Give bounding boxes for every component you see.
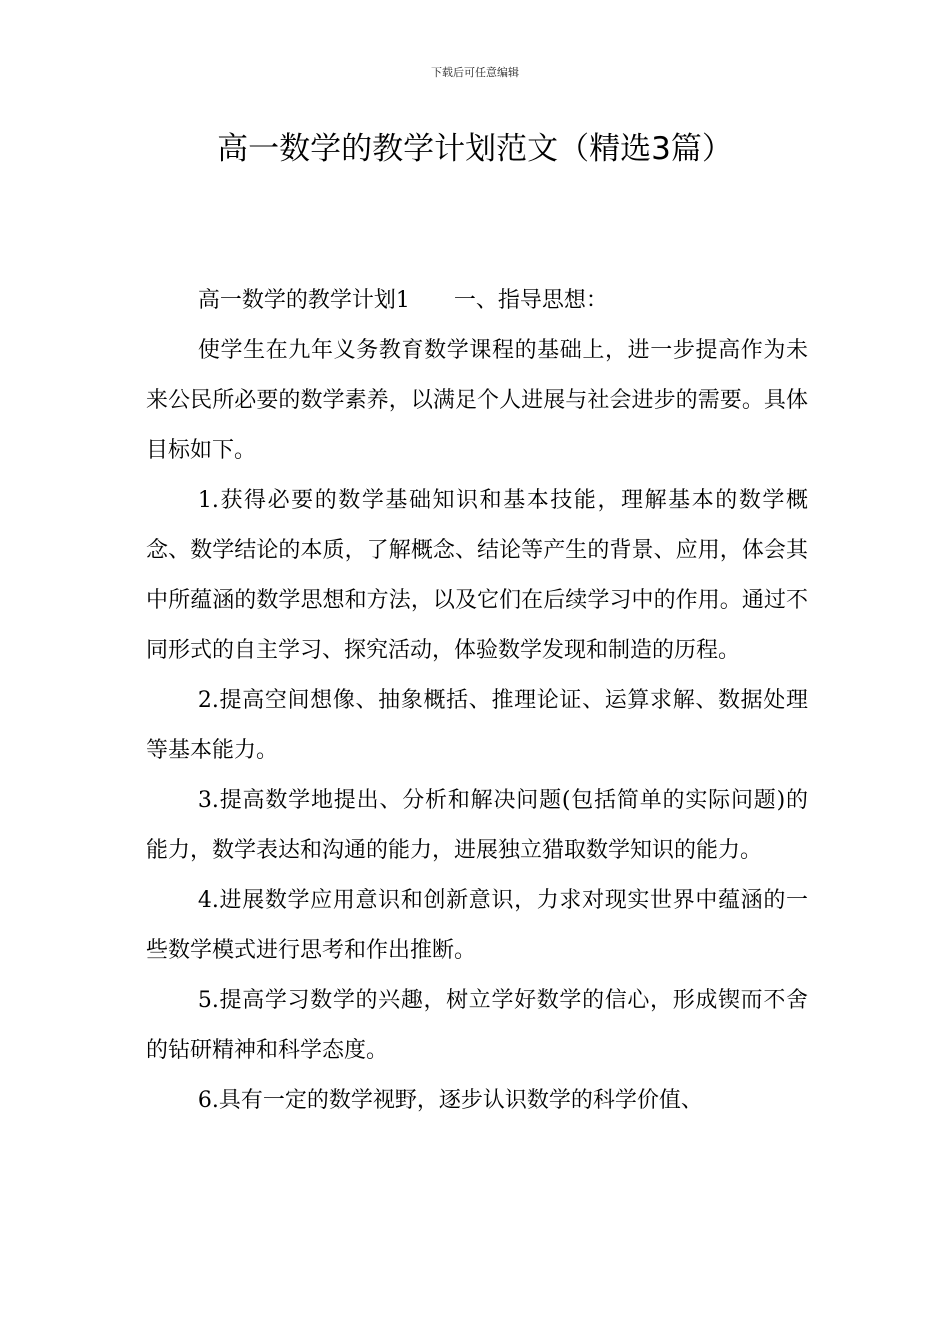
paragraph-goal-6: 6.具有一定的数学视野，逐步认识数学的科学价值、 [197,1088,703,1113]
document-body [146,276,808,1126]
section-heading: 高一数学的教学计划1 [197,288,410,313]
paragraph-goal-5: 5.提高学习数学的兴趣，树立学好数学的信心，形成锲而不舍的钻研精神和科学态度。 [146,988,808,1063]
paragraph-goal-3: 3.提高数学地提出、分析和解决问题(包括简单的实际问题)的能力，数学表达和沟通的能力，进展独立猎取数学知识的能力。 [146,788,808,863]
header-note: 下载后可任意编辑 [431,66,519,79]
paragraph-intro: 使学生在九年义务教育数学课程的基础上，进一步提高作为未来公民所必要的数学素养，以满足个人进展与社会进步的需要。具体目标如下。 [146,338,808,463]
section-subheading: 一、指导思想： [453,288,608,313]
paragraph-goal-1: 1.获得必要的数学基础知识和基本技能，理解基本的数学概念、数学结论的本质，了解概念、结论等产生的背景、应用，体会其中所蕴涵的数学思想和方法，以及它们在后续学习中的作用。通过不同形式的自主学习、探究活动，体验数学发现和制造的历程。 [146,488,808,663]
paragraph-goal-4: 4.进展数学应用意识和创新意识，力求对现实世界中蕴涵的一些数学模式进行思考和作出推断。 [146,888,808,963]
paragraph-goal-2: 2.提高空间想像、抽象概括、推理论证、运算求解、数据处理等基本能力。 [146,688,808,763]
document-title: 高一数学的教学计划范文（精选3篇） [217,131,733,167]
section-heading-line [146,276,808,326]
